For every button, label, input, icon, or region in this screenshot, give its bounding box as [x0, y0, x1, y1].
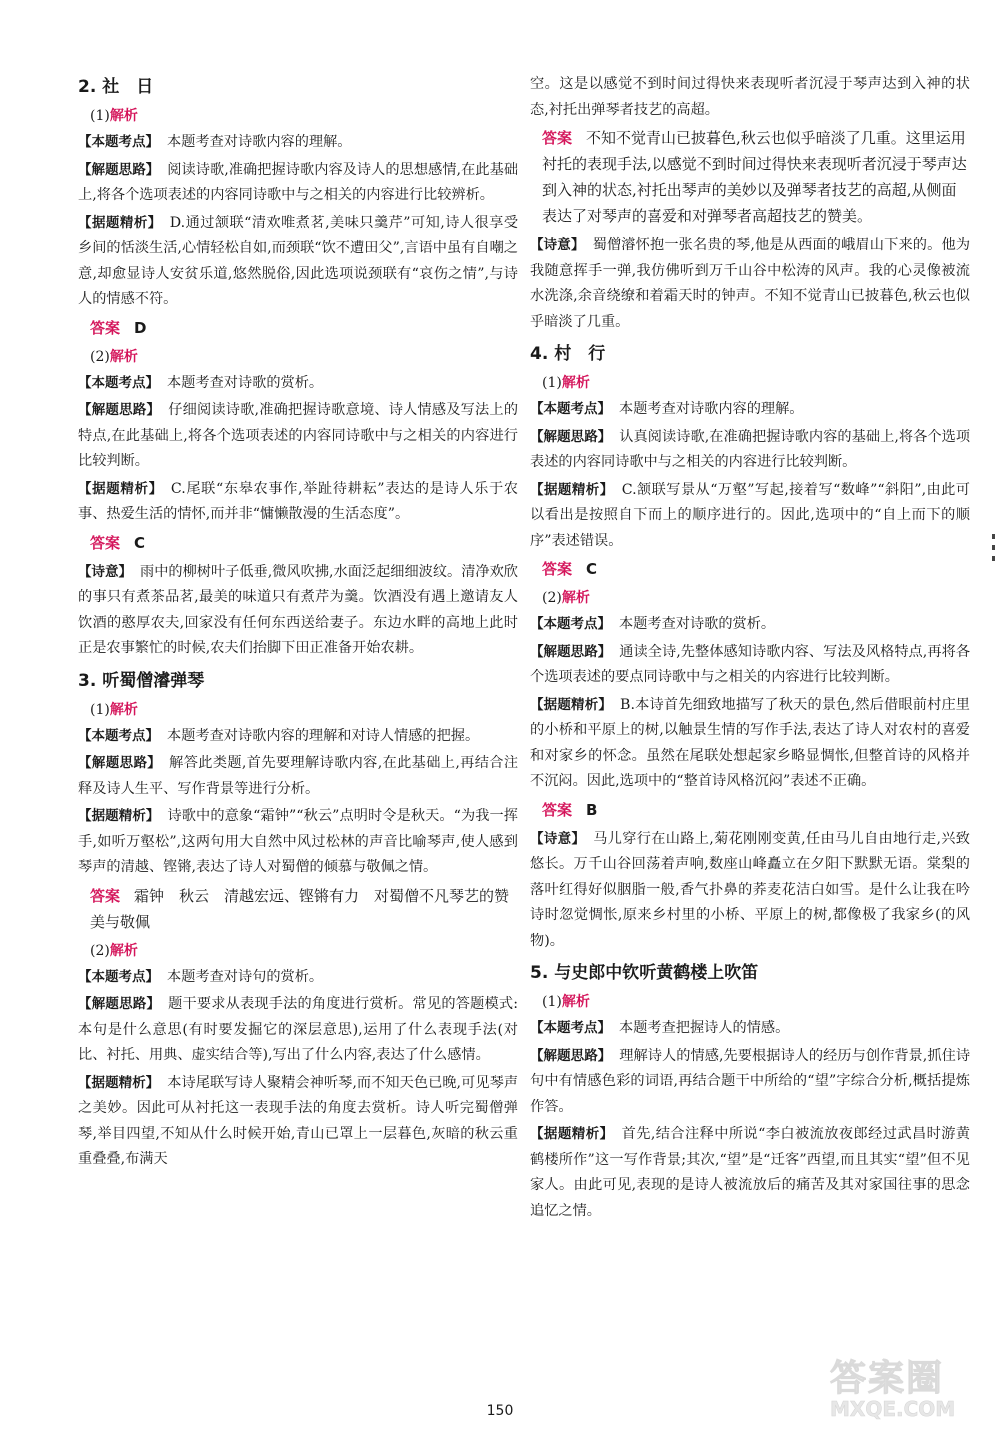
q4-part2-header: (2)解析: [542, 590, 590, 606]
q4-poem-meaning: 【诗意】 马儿穿行在山路上,菊花刚刚变黄,任由马儿自由地行走,兴致悠长。万千山谷回荡着声响,数座山峰矗立在夕阳下默默无语。棠梨的落叶红得好似胭脂一般,香气扑鼻的荞麦花洁白如雪。是什么让我在吟诗时忽觉惆怅,原来乡村里的小桥、平原上的树,都像极了我家乡(的风物)。: [530, 830, 970, 949]
analysis-label: 解析: [109, 108, 138, 124]
q3-part2-header: (2)解析: [90, 942, 138, 959]
binding-marks: [992, 534, 996, 564]
q4p2-approach: 【解题思路】 通读全诗,先整体感知诗歌内容、写法及风格特点,再将各个选项表述的要点同诗歌中与之相关的内容进行比较判断。: [530, 643, 971, 685]
q3-title: 3. 听蜀僧濬弹琴: [78, 670, 205, 691]
q4p1-approach: 【解题思路】 认真阅读诗歌,在准确把握诗歌内容的基础上,将各个选项表述的内容同诗歌中与之相关的内容进行比较判断。: [530, 428, 971, 470]
q2-poem-meaning: 【诗意】 雨中的柳树叶子低垂,微风吹拂,水面泛起细细波纹。清净欢欣的事只有煮茶品茗,最美的味道只有煮芹为羹。饮酒没有遇上邀请友人饮酒的憨厚农夫,回家没有任何东西送给妻子。东边水畔的高地上此时正是农事繁忙的时候,农夫们抬脚下田正准备开始农耕。: [78, 563, 518, 656]
q5p1-point: 【本题考点】 本题考查把握诗人的情感。: [530, 1020, 790, 1036]
q3p1-approach: 【解题思路】 解答此类题,首先要理解诗歌内容,在此基础上,再结合注释及诗人生平、写作背景等进行分析。: [78, 755, 519, 797]
page-number: 150: [486, 1403, 514, 1419]
q5-part1-header: (1)解析: [542, 994, 590, 1010]
q2p1-point: 【本题考点】 本题考查对诗歌内容的理解。: [78, 134, 352, 150]
q4p1-analysis: 【据题精析】 C.颔联写景从“万壑”写起,接着写“数峰”“斜阳”,由此可以看出是按照自下而上的顺序进行的。因此,选项中的“自上而下的顺序”表述错误。: [530, 481, 970, 549]
q3p2-answer: 答案 不知不觉青山已披暮色,秋云也似乎暗淡了几重。这里运用衬托的表现手法,以感觉不到时间过得快来表现听者沉浸于琴声达到入神的状态,衬托出琴声的美妙以及弹琴者技艺的高超,从侧面表达了对琴声的喜爱和对弹琴者高超技艺的赞美。: [542, 129, 967, 225]
left-column: [78, 68, 518, 1175]
watermark-logo: [830, 1350, 990, 1438]
q2-part1-header: [90, 104, 518, 128]
watermark-text-bottom: MXQE.COM: [830, 1397, 956, 1421]
watermark-text-top: 答案圈: [830, 1358, 945, 1399]
q2p2-approach: 【解题思路】 仔细阅读诗歌,准确把握诗歌意境、诗人情感及写法上的特点,在此基础上,将各个选项表述的内容同诗歌中与之相关的内容进行比较判断。: [78, 402, 519, 469]
q3p1-answer: 答案 霜钟 秋云 清越宏远、铿锵有力 对蜀僧不凡琴艺的赞美与敬佩: [90, 886, 510, 931]
q3-part1-header: (1)解析: [90, 701, 138, 718]
q3p1-analysis: 【据题精析】 诗歌中的意象“霜钟”“秋云”点明时令是秋天。“为我一挥手,如听万壑松”,这两句用大自然中风过松林的声音比喻琴声,使人感到琴声的清越、铿锵,表达了诗人对蜀僧的倾慕与敬佩之情。: [78, 808, 518, 875]
q4-part1-header: (1)解析: [542, 375, 590, 391]
q2p2-analysis: 【据题精析】 C.尾联“东皋农事作,举趾待耕耘”表达的是诗人乐于农事、热爱生活的情怀,而并非“慵懒散漫的生活态度”。: [78, 480, 518, 522]
q3p2-approach: 【解题思路】 题干要求从表现手法的角度进行赏析。常见的答题模式:本句是什么意思(有时要发掘它的深层意思),运用了什么表现手法(对比、衬托、用典、虚实结合等),写出了什么内容,表达了什么感情。: [78, 996, 518, 1063]
part-num: (1): [90, 108, 110, 124]
q2p1-analysis: 【据题精析】 D.通过颔联“清欢唯煮茗,美味只羹芹”可知,诗人很享受乡间的恬淡生活,心情轻松自如,而颈联“饮不遭田父”,言语中虽有自嘲之意,却愈显诗人安贫乐道,悠然脱俗,因此选项说颈联有“哀伤之情”,与诗人的情感不符。: [78, 214, 519, 307]
q3-poem-meaning: 【诗意】 蜀僧濬怀抱一张名贵的琴,他是从西面的峨眉山下来的。他为我随意挥手一弹,我仿佛听到万千山谷中松涛的风声。我的心灵像被流水洗涤,余音绕缭和着霜天时的钟声。不知不觉青山已披暮色,秋云也似乎暗淡了几重。: [530, 237, 971, 330]
q3p2-point: 【本题考点】 本题考查对诗句的赏析。: [78, 968, 324, 985]
q2p1-answer: 答案 D: [90, 318, 147, 337]
q3-continuation: 空。这是以感觉不到时间过得快来表现听者沉浸于琴声达到入神的状态,衬托出弹琴者技艺的高超。: [530, 76, 970, 118]
q2p2-point: 【本题考点】 本题考查对诗歌的赏析。: [78, 374, 324, 391]
q4p2-analysis: 【据题精析】 B.本诗首先细致地描写了秋天的景色,然后借眼前村庄里的小桥和平原上的树,以触景生情的写作手法,表达了诗人对农村的喜爱和对家乡的怀念。虽然在尾联处想起家乡略显惆怅,但整首诗的风格并不沉闷。因此,选项中的“整首诗风格沉闷”表述不正确。: [530, 696, 970, 789]
right-column: [530, 72, 970, 1226]
q2p1-approach: 【解题思路】 阅读诗歌,准确把握诗歌内容及诗人的思想感情,在此基础上,将各个选项表述的内容同诗歌中与之相关的内容进行比较辨析。: [78, 161, 519, 203]
q5p1-approach: 【解题思路】 理解诗人的情感,先要根据诗人的经历与创作背景,抓住诗句中有情感色彩的词语,再结合题干中所给的“望”字综合分析,概括提炼作答。: [530, 1047, 971, 1115]
q5p1-analysis: 【据题精析】 首先,结合注释中所说“李白被流放夜郎经过武昌时游黄鹤楼所作”这一写作背景;其次,“望”是“迁客”西望,而且其实“望”但不见家人。由此可见,表现的是诗人被流放后的痛苦及其对家国往事的思念追忆之情。: [530, 1126, 971, 1219]
q2-part2-header: (2)解析: [90, 348, 138, 365]
q5-title: 5. 与史郎中钦听黄鹤楼上吹笛: [530, 963, 759, 983]
q4p1-answer: 答案 C: [542, 560, 598, 578]
q3p2-analysis: 【据题精析】 本诗尾联写诗人聚精会神听琴,而不知天色已晚,可见琴声之美妙。因此可从衬托这一表现手法的角度去赏析。诗人听完蜀僧弹琴,举目四望,不知从什么时候开始,青山已罩上一层暮色,灰暗的秋云重重叠叠,布满天: [78, 1074, 519, 1167]
q2p2-answer: 答案 C: [90, 533, 146, 552]
q2-title: 2. 社 日: [78, 77, 154, 97]
q4p2-point: 【本题考点】 本题考查对诗歌的赏析。: [530, 616, 776, 632]
q4p1-point: 【本题考点】 本题考查对诗歌内容的理解。: [530, 401, 804, 417]
q4p2-answer: 答案 B: [542, 800, 598, 819]
q4-title: 4. 村 行: [530, 344, 606, 364]
q3p1-point: 【本题考点】 本题考查对诗歌内容的理解和对诗人情感的把握。: [78, 727, 480, 744]
